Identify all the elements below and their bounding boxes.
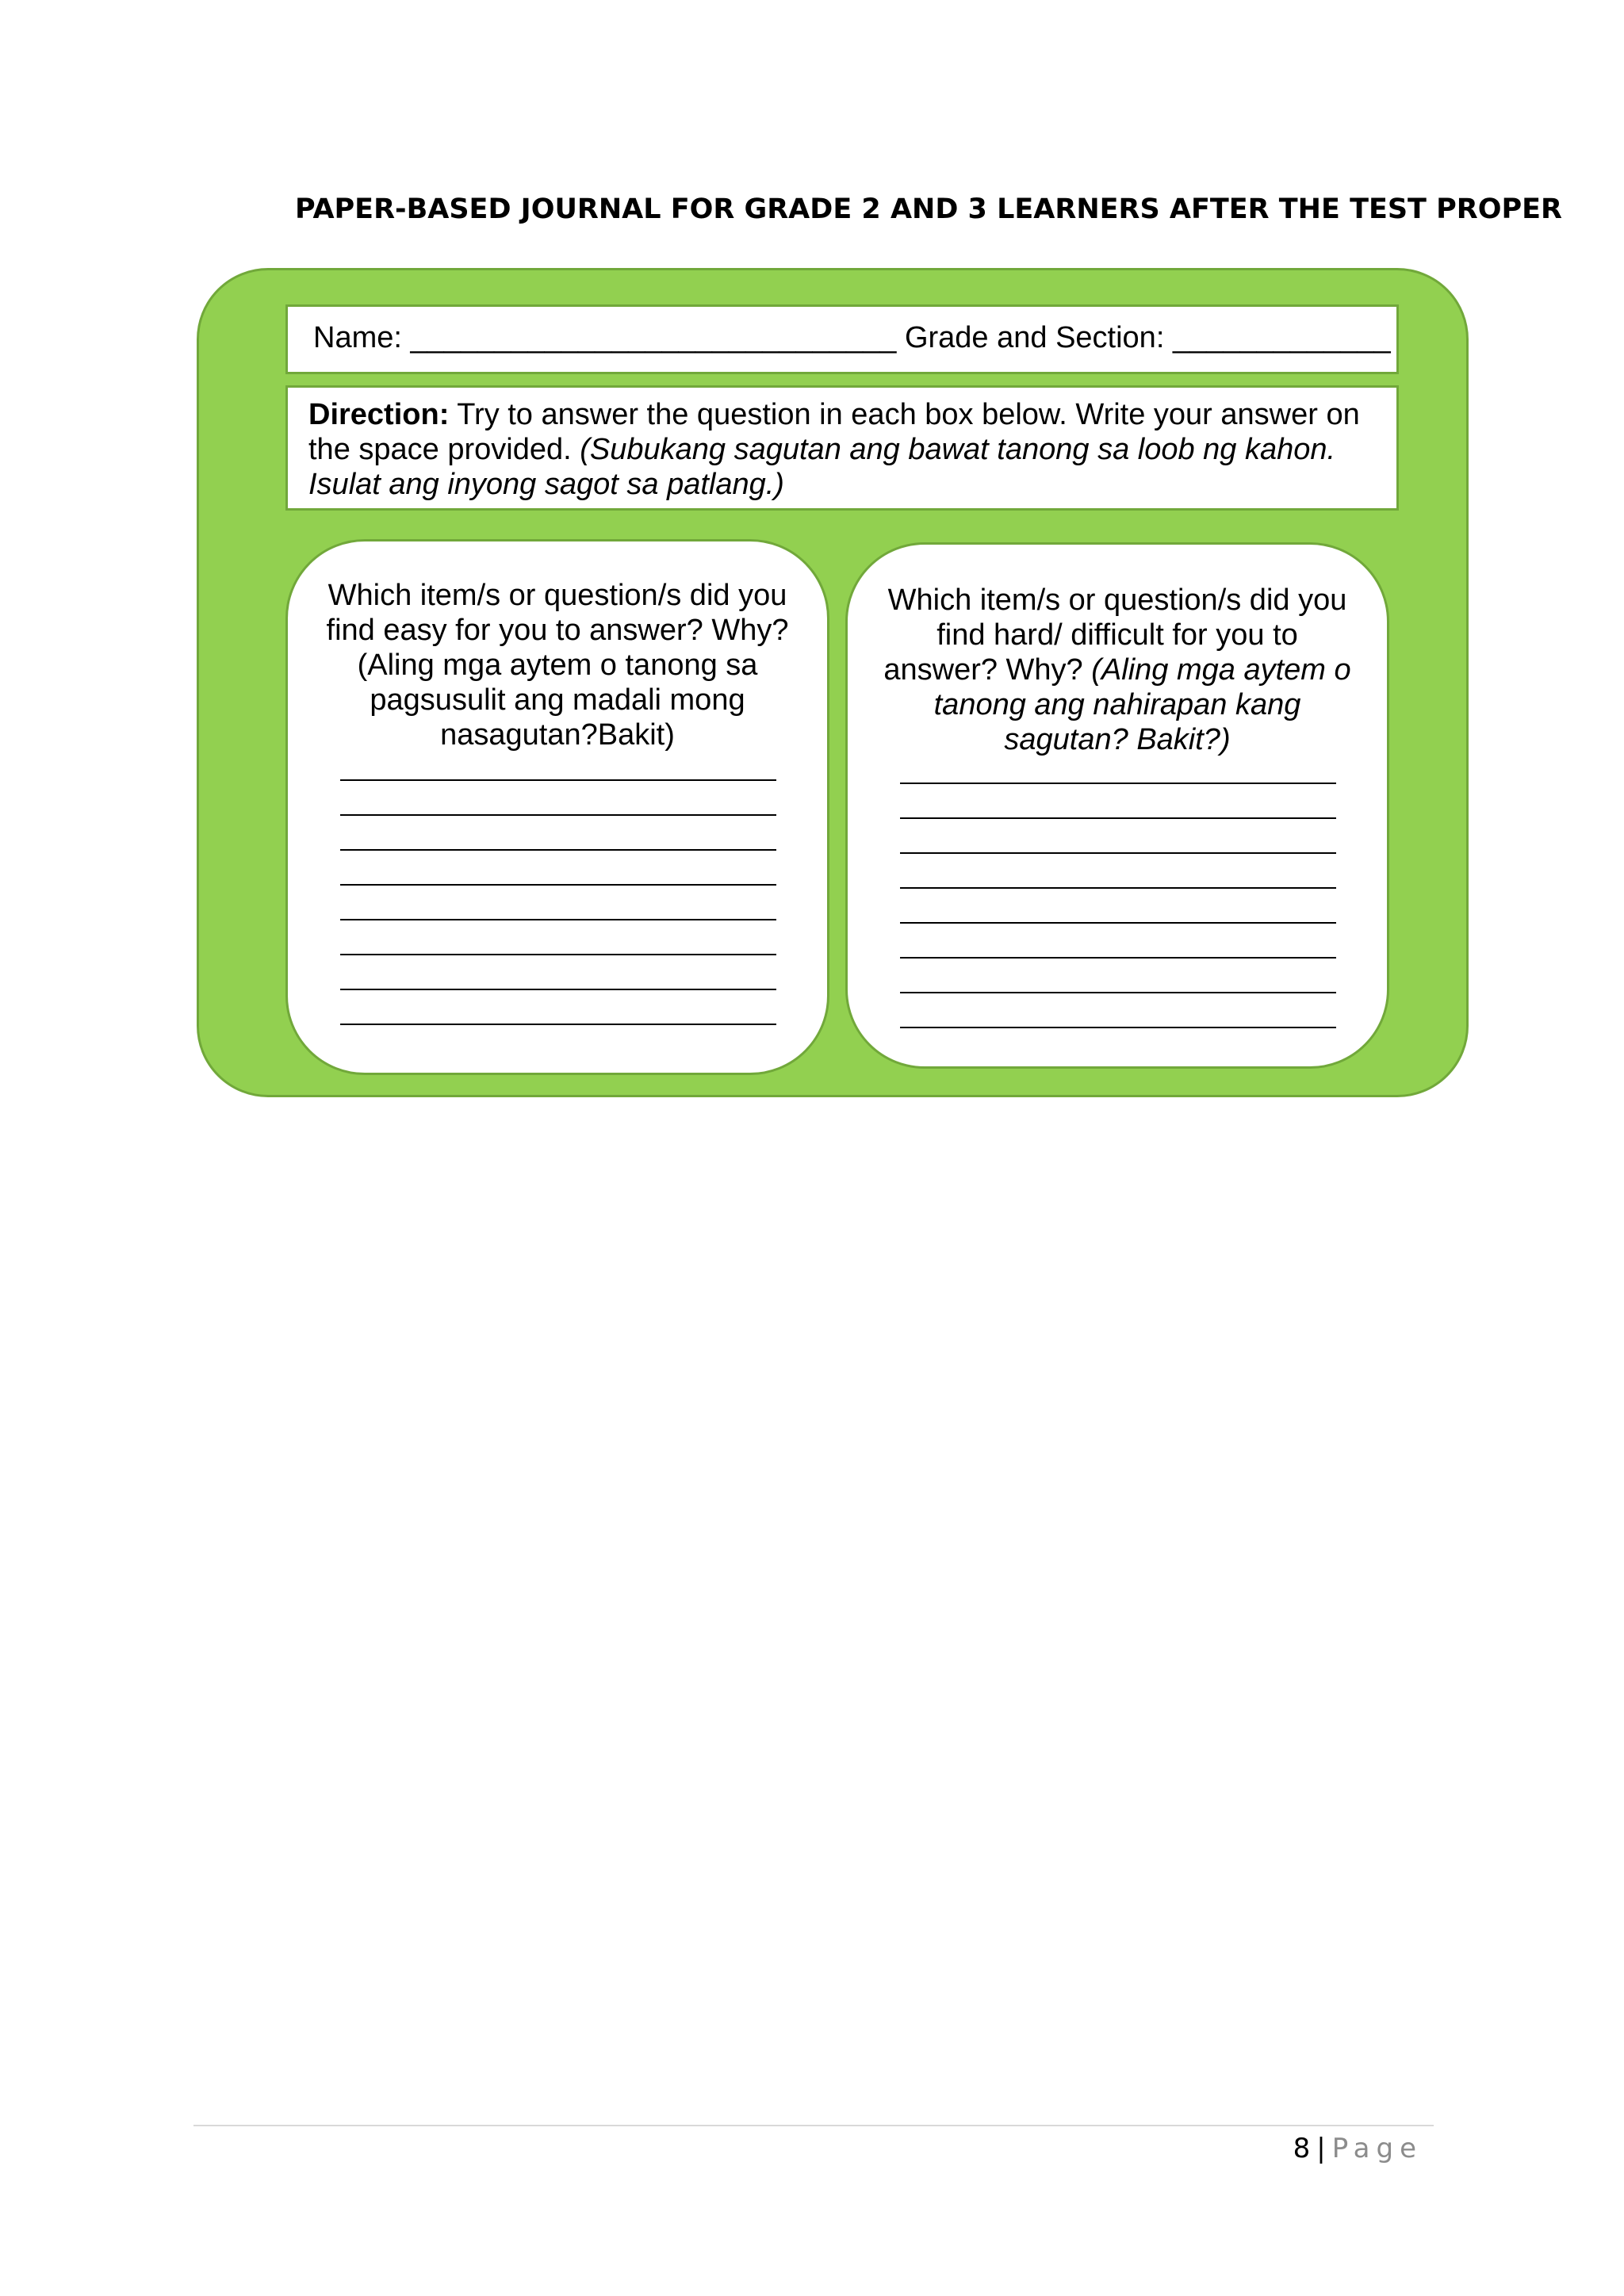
answer-line[interactable] xyxy=(340,1024,776,1025)
answer-line[interactable] xyxy=(900,957,1336,959)
answer-line[interactable] xyxy=(340,779,776,781)
hard-question-main: Which item/s or question/s did you find hard/ difficult for you to answer? Why? xyxy=(883,584,1347,687)
answer-line[interactable] xyxy=(900,852,1336,854)
answer-line[interactable] xyxy=(340,989,776,990)
answer-line[interactable] xyxy=(900,992,1336,993)
answer-line[interactable] xyxy=(900,922,1336,924)
hard-question-card xyxy=(845,542,1389,1069)
hard-question-translation: (Aling mga aytem o tanong ang nahirapan kang sagutan? Bakit?) xyxy=(933,653,1351,756)
hard-question-text xyxy=(879,583,1355,757)
page-number: 8 xyxy=(1293,2133,1311,2164)
answer-line[interactable] xyxy=(340,884,776,886)
grade-section-blank[interactable]: _____________ xyxy=(1172,321,1391,354)
direction-text: Try to answer the question in each box below. Write your answer on the space provided. xyxy=(308,398,1360,466)
name-label: Name: xyxy=(313,321,402,354)
answer-line[interactable] xyxy=(900,887,1336,889)
grade-section-label: Grade and Section: xyxy=(904,321,1165,354)
answer-line[interactable] xyxy=(340,919,776,920)
page-title: PAPER-BASED JOURNAL FOR GRADE 2 AND 3 LEARNERS AFTER THE TEST PROPER xyxy=(295,193,1562,225)
answer-line[interactable] xyxy=(340,814,776,816)
answer-line[interactable] xyxy=(340,849,776,851)
footer-divider xyxy=(193,2125,1434,2126)
name-blank[interactable]: _____________________________ xyxy=(410,321,897,354)
answer-line[interactable] xyxy=(900,783,1336,784)
easy-question-card xyxy=(285,539,829,1075)
answer-line[interactable] xyxy=(900,1027,1336,1028)
answer-line[interactable] xyxy=(900,817,1336,819)
direction-box xyxy=(285,385,1399,511)
name-section-box xyxy=(285,304,1399,374)
answer-line[interactable] xyxy=(340,954,776,955)
page-label: Page xyxy=(1331,2133,1423,2164)
page-separator: | xyxy=(1316,2133,1326,2164)
easy-question-text: Which item/s or question/s did you find easy for you to answer? Why? (Aling mga aytem o tanong sa pagsusulit ang madali mong nasagutan?Bakit) xyxy=(326,579,789,752)
page-footer xyxy=(1293,2133,1423,2164)
direction-translation: (Subukang sagutan ang bawat tanong sa loob ng kahon. Isulat ang inyong sagot sa patlang.) xyxy=(308,433,1336,501)
direction-label: Direction: xyxy=(308,398,450,431)
